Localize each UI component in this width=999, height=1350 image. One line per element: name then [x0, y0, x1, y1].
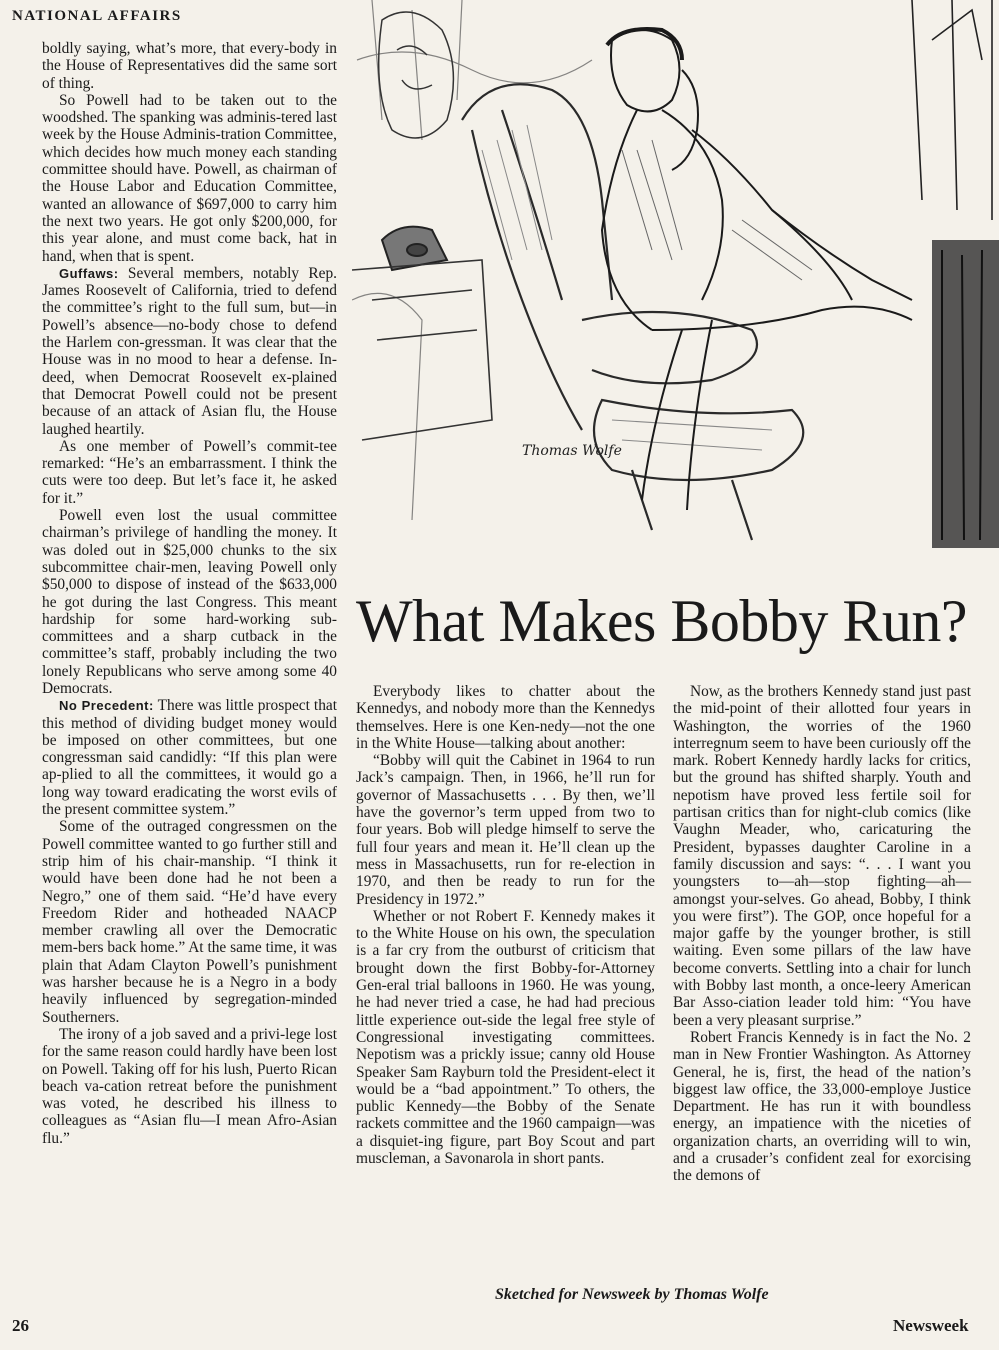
sketch-drawing — [352, 0, 999, 548]
article-headline: What Makes Bobby Run? — [356, 588, 968, 654]
subheading: No Precedent: — [59, 698, 154, 714]
illustration-credit: Sketched for Newsweek by Thomas Wolfe — [495, 1286, 769, 1303]
paragraph: boldly saying, what’s more, that every-body in the House of Representatives did the same sort of thing. — [42, 40, 337, 92]
paragraph: Several members, notably Rep. James Roosevelt of California, tried to defend the committee’s right to the full sum, but—in Powell’s absence—no-body chose to defend the Harlem con-gressman. It was clear that the House was in no mood to hear a defense. In-deed, when Democrat Roosevelt ex-plained that Democrat Powell could not be present because of an attack of Asian flu, the House laughed heartily. — [42, 264, 337, 438]
section-label: NATIONAL AFFAIRS — [12, 8, 182, 24]
article-column-3 — [673, 683, 971, 1185]
paragraph: Now, as the brothers Kennedy stand just past the mid-point of their allotted four years in Washington, the worries of the 1960 interregnum seem to have been curiously off the mark. Robert Kennedy hardly lacks for critics, but the ground has shifted sharply. Youth and nepotism have proved less fertile soil for partisan critics than for night-club comics (like Vaughn Meader, who, caricaturing the President, bypasses daughter Caroline in a family discussion and says: “. . . I want you youngsters to—ah—stop fighting—ah—amongst your-selves. Go ahead, Bobby, I think you were first”). The GOP, once hopeful for a major gaffe by the younger brother, is still waiting. Even some pillars of the law have become converts. Settling into a chair for lunch with Bobby last month, a once-leery American Bar Asso-ciation leader told him: “You have been a very pleasant surprise.” — [673, 683, 971, 1029]
paragraph: Everybody likes to chatter about the Kennedys, and nobody more than the Kennedys themselves. Here is one Ken-nedy—not the one in the White House—talking about another: — [356, 683, 655, 752]
article-column-2 — [356, 683, 655, 1167]
paragraph: “Bobby will quit the Cabinet in 1964 to run Jack’s campaign. Then, in 1966, he’ll run for governor of Massachusetts . . . By then, we’ll have the governor’s term upped from two to four years. Bob will pledge himself to serve the full four years and mean it. He’ll clean up the mess in Massachusetts, run for re-election in 1970, and then be ready to run for the Presidency in 1972.” — [356, 752, 655, 908]
paragraph: As one member of Powell’s commit-tee remarked: “He’s an embarrassment. I think the cuts were too deep. But let’s face it, he asked for it.” — [42, 437, 337, 507]
paragraph: The irony of a job saved and a privi-lege lost for the same reason could hardly have been lost on Powell. Taking off for his lush, Puerto Rican beach va-cation retreat before the punishment was voted, he described his illness to colleagues as “Asian flu—I mean Afro-Asian flu.” — [42, 1025, 337, 1147]
page-number: 26 — [12, 1316, 29, 1335]
paragraph: There was little prospect that this method of dividing budget money would be imposed on other committees, but one congressman said candidly: “If this plan were ap-plied to all the committees, it would go a long way toward eradicating the worst evils of the present committee system.” — [42, 697, 337, 819]
paragraph: Some of the outraged congressmen on the Powell committee wanted to go further still and strip him of his chair-manship. “I think it would have been done had he not been a Negro,” one of them said. “He’d have every Freedom Rider and hotheaded NAACP member crawling all over the Democratic mem-bers back home.” At the same time, it was plain that Adam Clayton Powell’s punishment was harsher because he is a Negro in a body heavily influenced by segregation-minded Southerners. — [42, 818, 337, 1026]
subheading: Guffaws: — [59, 265, 119, 281]
magazine-name: Newsweek — [893, 1316, 969, 1335]
artist-signature: Thomas Wolfe — [522, 443, 622, 459]
paragraph: So Powell had to be taken out to the woodshed. The spanking was adminis-tered last week by the House Adminis-tration Committee, which decides how much money each standing committee should have. Powell, as chairman of the House Labor and Education Committee, wanted an allowance of $697,000 to carry him the next two years. He got only $200,000, for this year alone, and must come back, hat in hand, when that is spent. — [42, 91, 337, 265]
article-column-1 — [42, 40, 337, 1147]
paragraph: Robert Francis Kennedy is in fact the No. 2 man in New Frontier Washington. As Attorney General, he is, first, the head of the nation’s biggest law office, the 33,000-employe Justice Department. He has run it with boundless energy, an impatience with the niceties of organization charts, an overriding will to win, and a crusader’s confident zeal for exorcising the demons of — [673, 1028, 971, 1185]
paragraph: Powell even lost the usual committee chairman’s privilege of handling the money. It was doled out in $25,000 chunks to the six subcommittee chair-men, leaving Powell only $50,000 to dispose of instead of the $633,000 he got during the last Congress. This meant hardship for some hard-working sub-committees and a sharp cutback in the committee’s staff, probably including the two lonely Republicans who serve among some 40 Democrats. — [42, 507, 337, 697]
paragraph: Whether or not Robert F. Kennedy makes it to the White House on his own, the speculation is a far cry from the outburst of criticism that brought down the first Bobby-for-Attorney Gen-eral trial balloons in 1960. He was young, he had never tried a case, he had had precious little experience out-side the legal free style of Congressional investigating committees. Nepotism was a prickly issue; canny old House Speaker Sam Rayburn told the President-elect it would be a “bad appointment.” To others, the public Kennedy—the Bobby of the Senate rackets committee and the 1960 campaign—was a disquiet-ing figure, part Boy Scout and part muscleman, a Savonarola in short pants. — [356, 907, 655, 1168]
sketch-illustration — [352, 0, 999, 548]
